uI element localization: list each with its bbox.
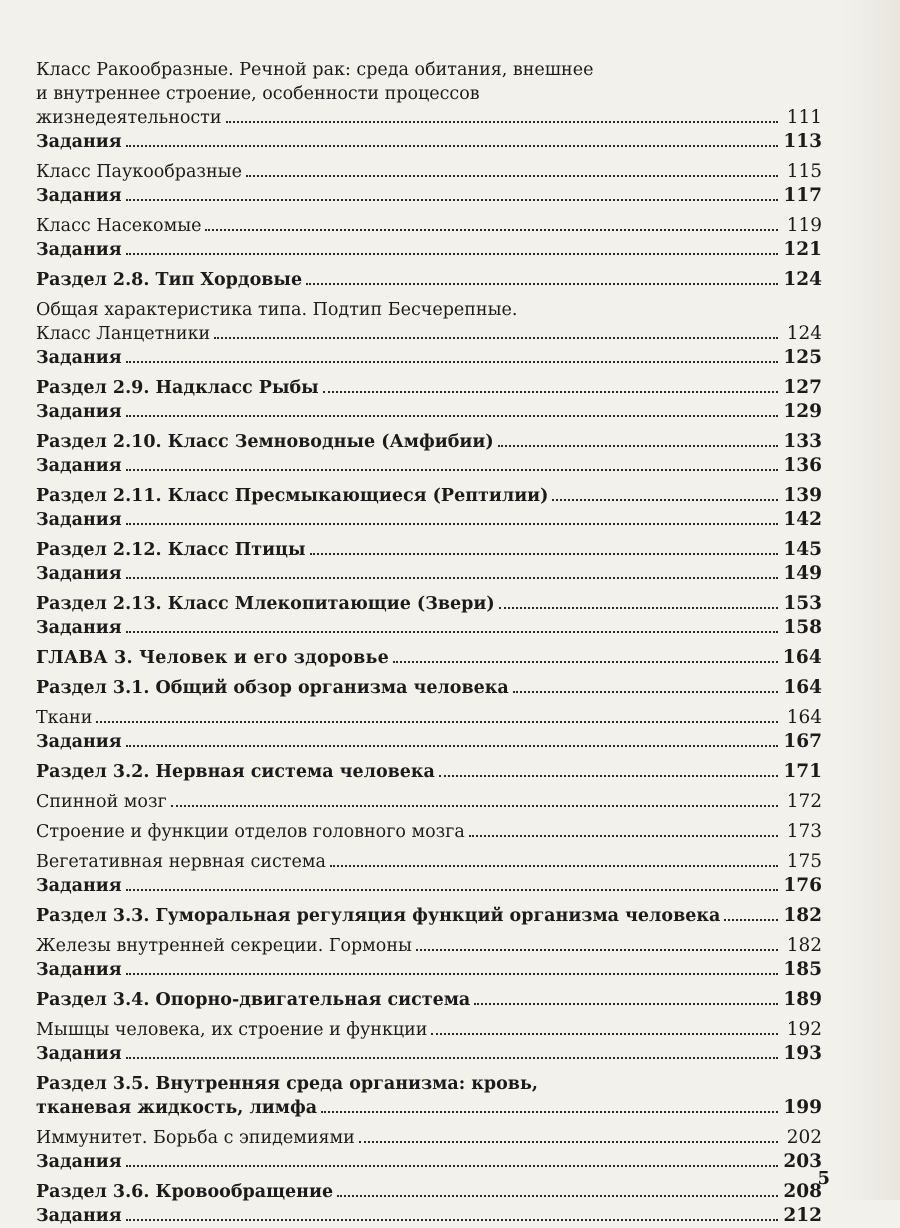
dot-leader (126, 1057, 778, 1059)
toc-entry-line (36, 268, 822, 292)
toc-entry-title: Раздел 2.10. Класс Земноводные (Амфибии) (36, 432, 494, 452)
toc-entry-page-number: 203 (783, 1151, 822, 1172)
toc-entry-line (36, 850, 822, 874)
toc-chapter-entry (36, 646, 822, 670)
dot-leader (96, 721, 778, 723)
toc-entry-page-number: 182 (786, 935, 822, 956)
toc-entry (36, 484, 822, 508)
toc-entry-page-number: 133 (783, 431, 822, 452)
dot-leader (126, 889, 778, 891)
toc-entry-title: Класс Паукообразные (36, 162, 242, 182)
dot-leader (226, 121, 778, 123)
toc-entry-title: Раздел 3.2. Нервная система человека (36, 762, 435, 782)
toc-entry (36, 562, 822, 586)
toc-entry-title: Железы внутренней секреции. Гормоны (36, 936, 412, 956)
toc-entry-title: Ткани (36, 708, 93, 728)
toc-entry (36, 184, 822, 208)
toc-entry-line (36, 160, 822, 184)
page-number: 5 (817, 1168, 830, 1189)
toc-entry-page-number: 173 (786, 821, 822, 842)
toc-entry-title: Раздел 2.8. Тип Хордовые (36, 270, 303, 290)
toc-entry (36, 538, 822, 562)
toc-entry (36, 130, 822, 154)
toc-entry-line (36, 904, 822, 928)
dot-leader (171, 805, 778, 807)
dot-leader (498, 445, 778, 447)
toc-entry-page-number: 117 (783, 185, 822, 206)
toc-entry (36, 400, 822, 424)
toc-entry-title: Раздел 2.11. Класс Пресмыкающиеся (Рептилии) (36, 486, 549, 506)
dot-leader (126, 745, 778, 747)
toc-entry-page-number: 124 (786, 323, 822, 344)
toc-entry-title: Вегетативная нервная система (36, 852, 326, 872)
dot-leader (439, 775, 778, 777)
toc-entry-page-number: 167 (783, 731, 822, 752)
toc-entry-title: Задания (36, 876, 122, 896)
dot-leader (552, 499, 778, 501)
toc-entry (36, 904, 822, 928)
toc-entry-page-number: 164 (782, 647, 822, 668)
toc-entry (36, 298, 822, 346)
toc-entry-title: Раздел 3.5. Внутренняя среда организма: кровь, (36, 1074, 538, 1094)
toc-entry-title: Задания (36, 348, 122, 368)
toc-entry-title: Задания (36, 1044, 122, 1064)
toc-entry (36, 820, 822, 844)
toc-entry (36, 790, 822, 814)
toc-entry-line (36, 214, 822, 238)
toc-entry-line (36, 1072, 822, 1096)
dot-leader (310, 553, 778, 555)
dot-leader (126, 1165, 778, 1167)
toc-entry (36, 592, 822, 616)
toc-entry (36, 268, 822, 292)
toc-entry-title: ГЛАВА 3. Человек и его здоровье (36, 648, 389, 668)
toc-entry-title: Раздел 3.6. Кровообращение (36, 1182, 334, 1202)
dot-leader (126, 631, 778, 633)
table-of-contents (36, 58, 822, 1228)
toc-entry-line (36, 706, 822, 730)
dot-leader (474, 1003, 778, 1005)
toc-entry-line (36, 760, 822, 784)
toc-entry (36, 706, 822, 730)
dot-leader (323, 391, 778, 393)
toc-entry (36, 454, 822, 478)
toc-entry-title: Задания (36, 1152, 122, 1172)
toc-entry-page-number: 111 (786, 107, 822, 128)
toc-entry (36, 874, 822, 898)
dot-leader (499, 607, 778, 609)
toc-entry-title: Раздел 3.4. Опорно-двигательная система (36, 990, 471, 1010)
toc-entry-line (36, 58, 822, 82)
toc-entry-title: Задания (36, 1206, 122, 1226)
toc-entry-title: Класс Насекомые (36, 216, 202, 236)
toc-entry (36, 1150, 822, 1174)
toc-entry-line (36, 562, 822, 586)
toc-entry-page-number: 192 (786, 1019, 822, 1040)
toc-entry-page-number: 153 (783, 593, 822, 614)
toc-entry-line (36, 322, 822, 346)
toc-entry-title: Строение и функции отделов головного мозга (36, 822, 465, 842)
toc-entry (36, 1072, 822, 1120)
toc-entry (36, 346, 822, 370)
toc-entry-line (36, 1180, 822, 1204)
dot-leader (393, 661, 778, 663)
toc-entry-page-number: 149 (783, 563, 822, 584)
toc-entry-title: Раздел 2.9. Надкласс Рыбы (36, 378, 319, 398)
toc-entry-page-number: 176 (783, 875, 822, 896)
dot-leader (126, 1219, 778, 1221)
dot-leader (126, 523, 778, 525)
toc-entry-page-number: 175 (786, 851, 822, 872)
toc-entry-title: Раздел 2.13. Класс Млекопитающие (Звери) (36, 594, 495, 614)
dot-leader (126, 361, 778, 363)
toc-entry (36, 676, 822, 700)
dot-leader (321, 1111, 778, 1113)
toc-entry (36, 616, 822, 640)
dot-leader (469, 835, 778, 837)
toc-entry (36, 958, 822, 982)
toc-entry-page-number: 136 (783, 455, 822, 476)
dot-leader (330, 865, 778, 867)
dot-leader (205, 229, 778, 231)
toc-entry-line (36, 184, 822, 208)
toc-entry-line (36, 1096, 822, 1120)
toc-entry-page-number: 113 (783, 131, 822, 152)
dot-leader (126, 973, 778, 975)
toc-entry (36, 160, 822, 184)
toc-entry-page-number: 119 (786, 215, 822, 236)
toc-entry-line (36, 646, 822, 670)
toc-entry-title: Раздел 2.12. Класс Птицы (36, 540, 306, 560)
toc-entry-line (36, 1204, 822, 1228)
toc-entry-line (36, 1018, 822, 1042)
toc-entry-line (36, 82, 822, 106)
toc-entry-line (36, 538, 822, 562)
toc-entry-title: Общая характеристика типа. Подтип Бесчерепные. (36, 300, 518, 320)
toc-entry-title: Задания (36, 240, 122, 260)
toc-entry (36, 376, 822, 400)
toc-entry-line (36, 130, 822, 154)
toc-entry-line (36, 400, 822, 424)
toc-entry-title: Задания (36, 618, 122, 638)
dot-leader (513, 691, 778, 693)
dot-leader (337, 1195, 778, 1197)
toc-entry-page-number: 208 (783, 1181, 822, 1202)
toc-entry-page-number: 193 (783, 1043, 822, 1064)
toc-entry-title: Задания (36, 564, 122, 584)
dot-leader (359, 1141, 778, 1143)
toc-entry-line (36, 676, 822, 700)
toc-entry-page-number: 202 (786, 1127, 822, 1148)
dot-leader (306, 283, 778, 285)
dot-leader (126, 253, 778, 255)
toc-entry (36, 1042, 822, 1066)
toc-entry-page-number: 129 (783, 401, 822, 422)
toc-entry-page-number: 189 (783, 989, 822, 1010)
toc-entry-page-number: 115 (786, 161, 822, 182)
toc-entry-page-number: 142 (783, 509, 822, 530)
dot-leader (246, 175, 778, 177)
toc-entry-title: Задания (36, 132, 122, 152)
toc-entry-line (36, 346, 822, 370)
dot-leader (416, 949, 778, 951)
toc-entry-title: Класс Ланцетники (36, 324, 211, 344)
toc-entry-page-number: 185 (783, 959, 822, 980)
toc-entry-title: и внутреннее строение, особенности процессов (36, 84, 480, 104)
dot-leader (724, 919, 778, 921)
toc-entry-line (36, 1150, 822, 1174)
toc-entry-title: Задания (36, 186, 122, 206)
dot-leader (126, 577, 778, 579)
toc-entry-title: Задания (36, 732, 122, 752)
toc-entry-title: Иммунитет. Борьба с эпидемиями (36, 1128, 355, 1148)
toc-entry-line (36, 958, 822, 982)
toc-entry (36, 1180, 822, 1204)
toc-entry-line (36, 790, 822, 814)
toc-entry-title: Задания (36, 510, 122, 530)
toc-entry-page-number: 182 (783, 905, 822, 926)
toc-entry-line (36, 106, 822, 130)
toc-entry (36, 850, 822, 874)
toc-entry-title: Раздел 3.3. Гуморальная регуляция функций организма человека (36, 906, 721, 926)
toc-entry-title: Задания (36, 456, 122, 476)
toc-entry-line (36, 454, 822, 478)
toc-entry-title: Мышцы человека, их строение и функции (36, 1020, 428, 1040)
toc-entry-title: Класс Ракообразные. Речной рак: среда обитания, внешнее (36, 60, 594, 80)
toc-entry-page-number: 199 (783, 1097, 822, 1118)
toc-entry-title: Раздел 3.1. Общий обзор организма человека (36, 678, 509, 698)
toc-entry-line (36, 298, 822, 322)
toc-entry-line (36, 988, 822, 1012)
toc-entry (36, 508, 822, 532)
toc-entry-page-number: 127 (783, 377, 822, 398)
toc-entry-page-number: 172 (786, 791, 822, 812)
toc-entry-page-number: 212 (783, 1205, 822, 1226)
toc-entry-page-number: 158 (783, 617, 822, 638)
dot-leader (126, 469, 778, 471)
toc-entry (36, 238, 822, 262)
toc-entry-line (36, 1126, 822, 1150)
toc-entry (36, 988, 822, 1012)
toc-entry-line (36, 430, 822, 454)
toc-entry (36, 1018, 822, 1042)
toc-entry-line (36, 874, 822, 898)
toc-entry-line (36, 592, 822, 616)
dot-leader (214, 337, 778, 339)
toc-entry-line (36, 238, 822, 262)
toc-entry-line (36, 934, 822, 958)
toc-entry-line (36, 376, 822, 400)
page-edge-shadow (842, 0, 900, 1200)
toc-entry-page-number: 164 (786, 707, 822, 728)
toc-entry-page-number: 164 (783, 677, 822, 698)
toc-entry-line (36, 508, 822, 532)
toc-entry-line (36, 730, 822, 754)
dot-leader (126, 145, 778, 147)
toc-entry-title: тканевая жидкость, лимфа (36, 1098, 318, 1118)
toc-entry (36, 214, 822, 238)
toc-entry-line (36, 820, 822, 844)
toc-entry-page-number: 121 (783, 239, 822, 260)
toc-entry-page-number: 139 (783, 485, 822, 506)
dot-leader (126, 415, 778, 417)
toc-entry (36, 1204, 822, 1228)
toc-entry (36, 58, 822, 130)
toc-entry-line (36, 1042, 822, 1066)
toc-entry-page-number: 171 (783, 761, 822, 782)
dot-leader (126, 199, 778, 201)
toc-entry-line (36, 484, 822, 508)
toc-entry-title: Задания (36, 402, 122, 422)
toc-entry (36, 934, 822, 958)
toc-entry (36, 430, 822, 454)
toc-entry-title: Спинной мозг (36, 792, 167, 812)
toc-entry-title: жизнедеятельности (36, 108, 222, 128)
dot-leader (431, 1033, 778, 1035)
toc-entry-line (36, 616, 822, 640)
toc-entry-title: Задания (36, 960, 122, 980)
toc-entry (36, 1126, 822, 1150)
toc-entry (36, 730, 822, 754)
toc-entry (36, 760, 822, 784)
toc-entry-page-number: 125 (783, 347, 822, 368)
toc-entry-page-number: 145 (783, 539, 822, 560)
toc-entry-page-number: 124 (783, 269, 822, 290)
